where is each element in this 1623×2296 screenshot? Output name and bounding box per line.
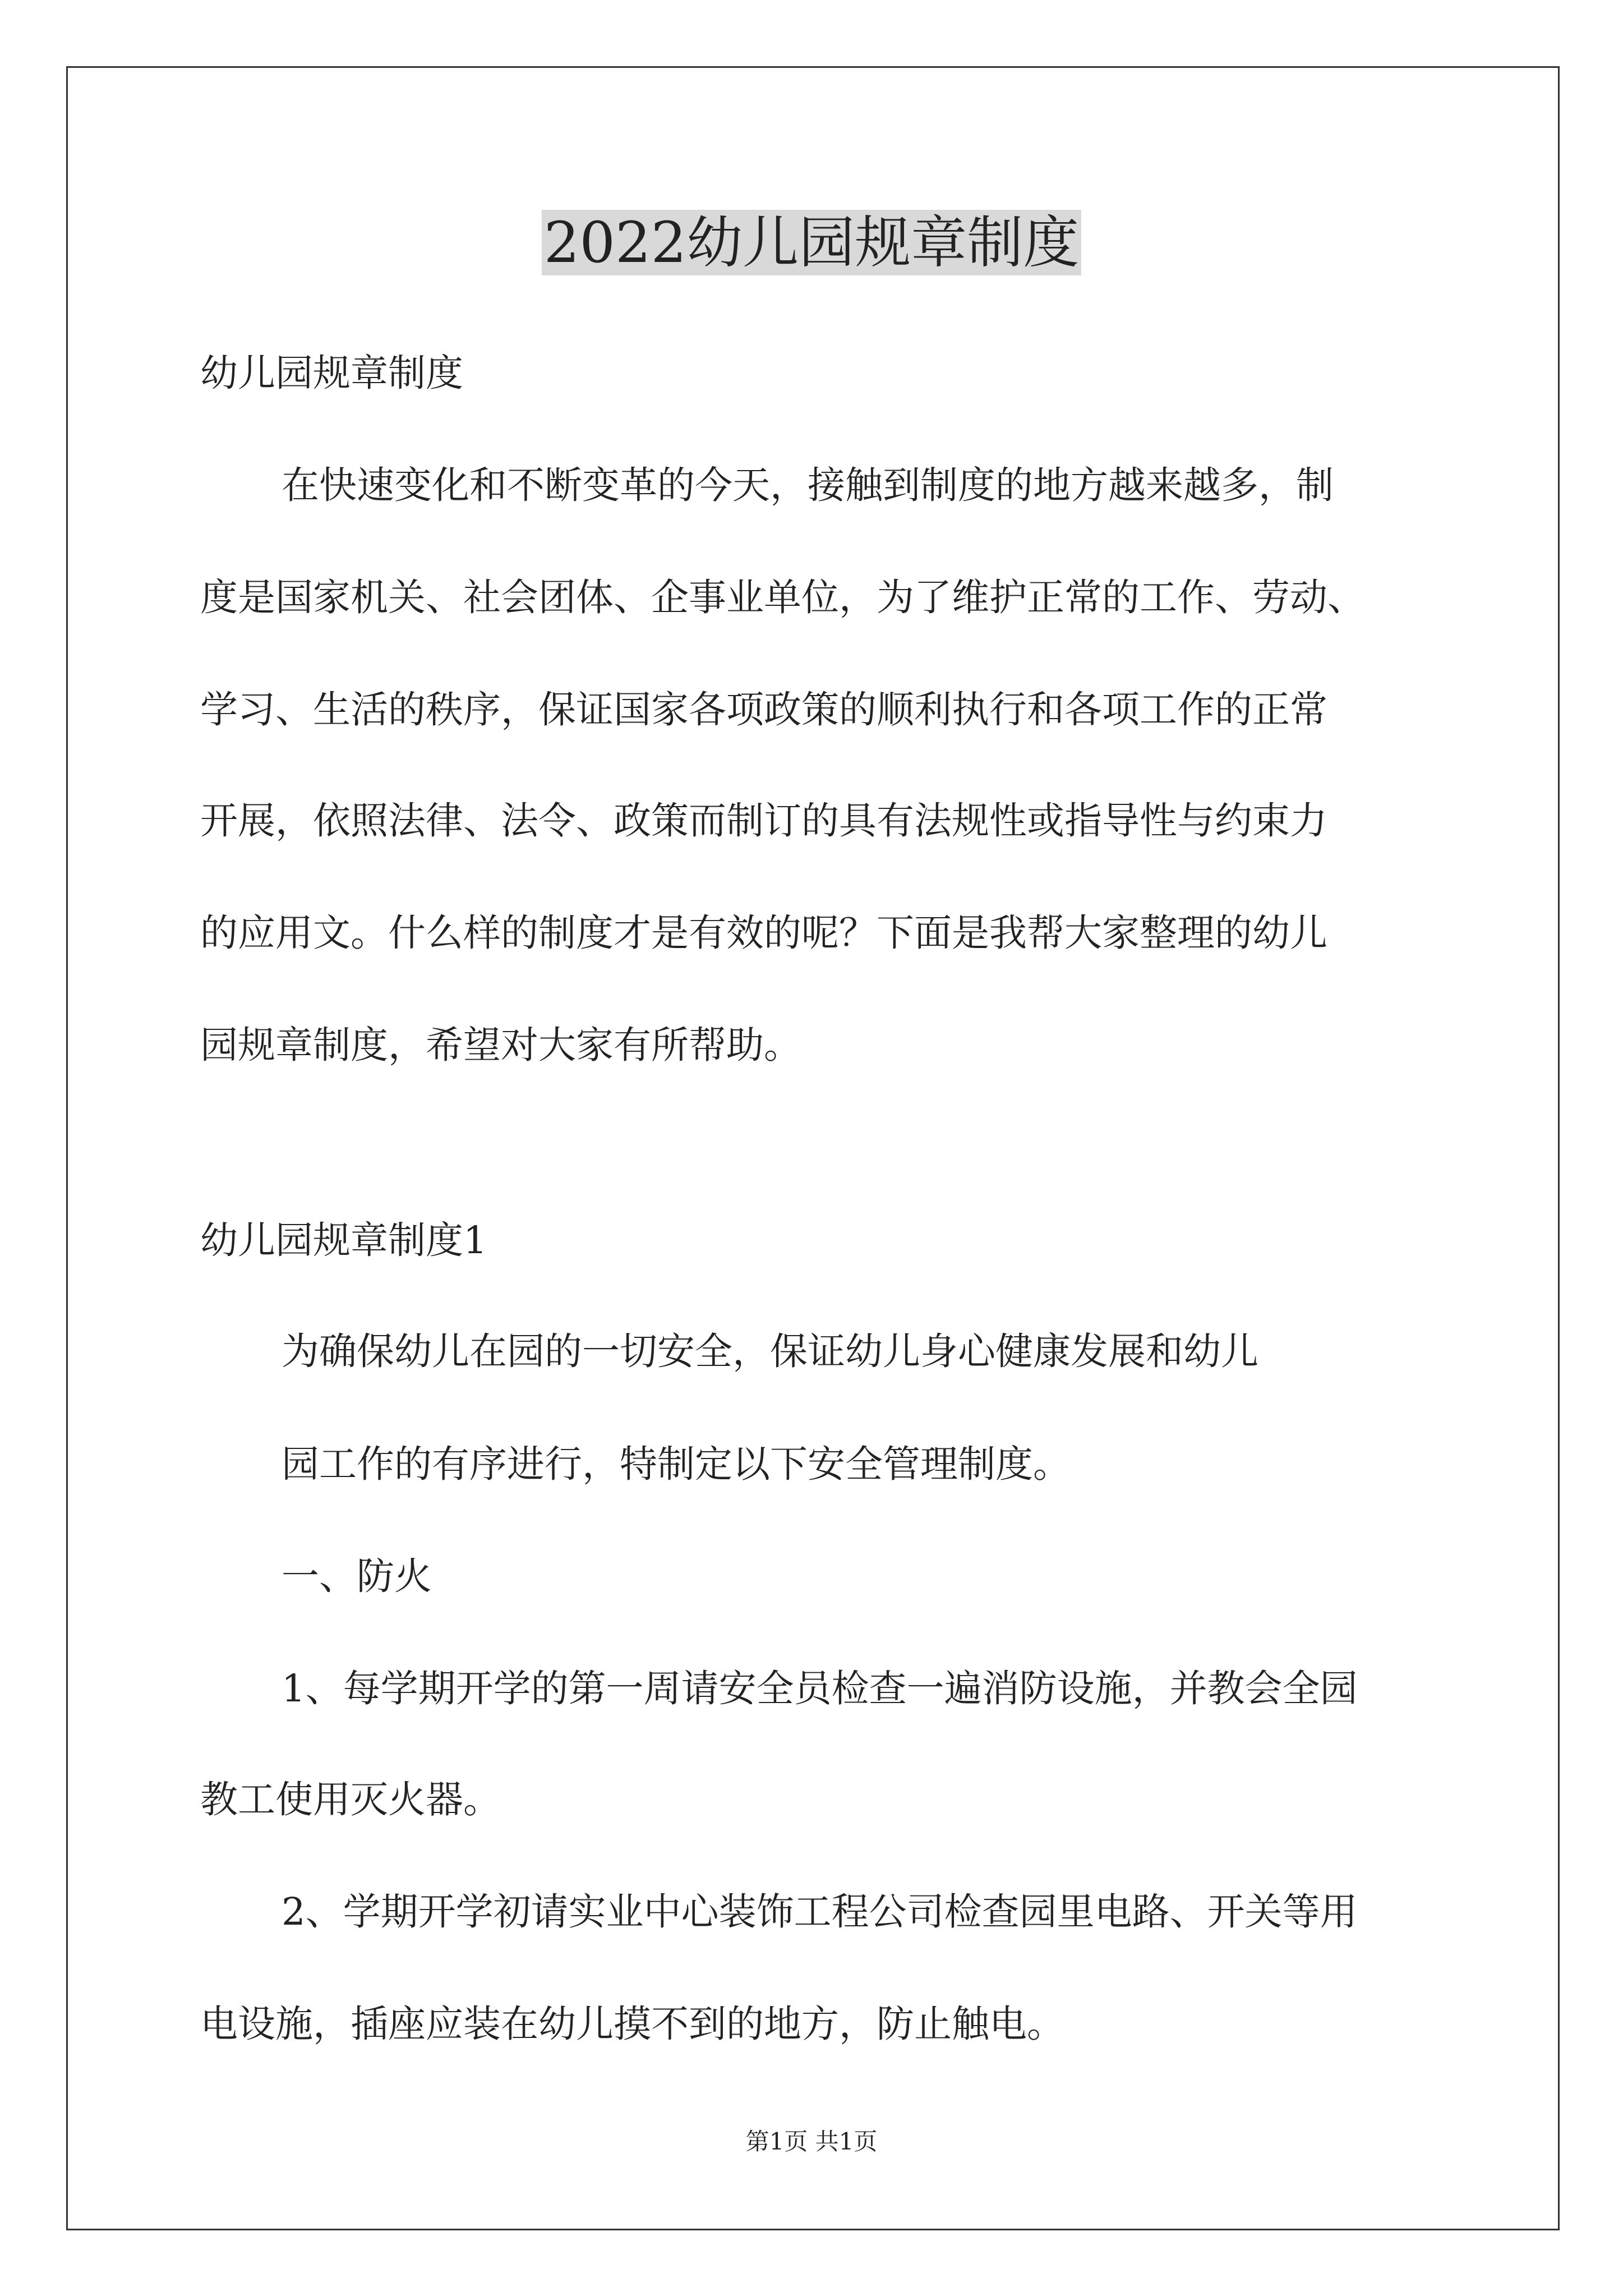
- paragraph-line: 开展，依照法律、法令、政策而制订的具有法规性或指导性与约束力: [200, 799, 1327, 843]
- document-title: [0, 206, 1623, 279]
- section-heading-1: 幼儿园规章制度1: [200, 1218, 487, 1262]
- paragraph-line: 学习、生活的秩序，保证国家各项政策的顺利执行和各项工作的正常: [200, 688, 1327, 731]
- document-title-text: 2022幼儿园规章制度: [542, 210, 1082, 275]
- list-item: 2、学期开学初请实业中心装饰工程公司检查园里电路、开关等用: [282, 1890, 1358, 1934]
- paragraph-line: 度是国家机关、社会团体、企事业单位，为了维护正常的工作、劳动、: [200, 576, 1365, 619]
- paragraph-line: 园工作的有序进行，特制定以下安全管理制度。: [282, 1442, 1071, 1486]
- paragraph-line: 的应用文。什么样的制度才是有效的呢？下面是我帮大家整理的幼儿: [200, 911, 1327, 955]
- section-heading-intro: 幼儿园规章制度: [200, 351, 463, 395]
- list-item-continuation: 教工使用灭火器。: [200, 1778, 501, 1821]
- paragraph-line: 为确保幼儿在园的一切安全，保证幼儿身心健康发展和幼儿: [282, 1329, 1258, 1373]
- paragraph-line: 园规章制度，希望对大家有所帮助。: [200, 1023, 801, 1067]
- list-item: 1、每学期开学的第一周请安全员检查一遍消防设施，并教会全园: [282, 1667, 1358, 1710]
- paragraph-line: 在快速变化和不断变革的今天，接触到制度的地方越来越多，制: [282, 463, 1334, 507]
- list-item-continuation: 电设施，插座应装在幼儿摸不到的地方，防止触电。: [200, 2002, 1064, 2046]
- subsection-heading: 一、防火: [282, 1554, 432, 1598]
- page-footer: 第1页 共1页: [745, 2128, 878, 2155]
